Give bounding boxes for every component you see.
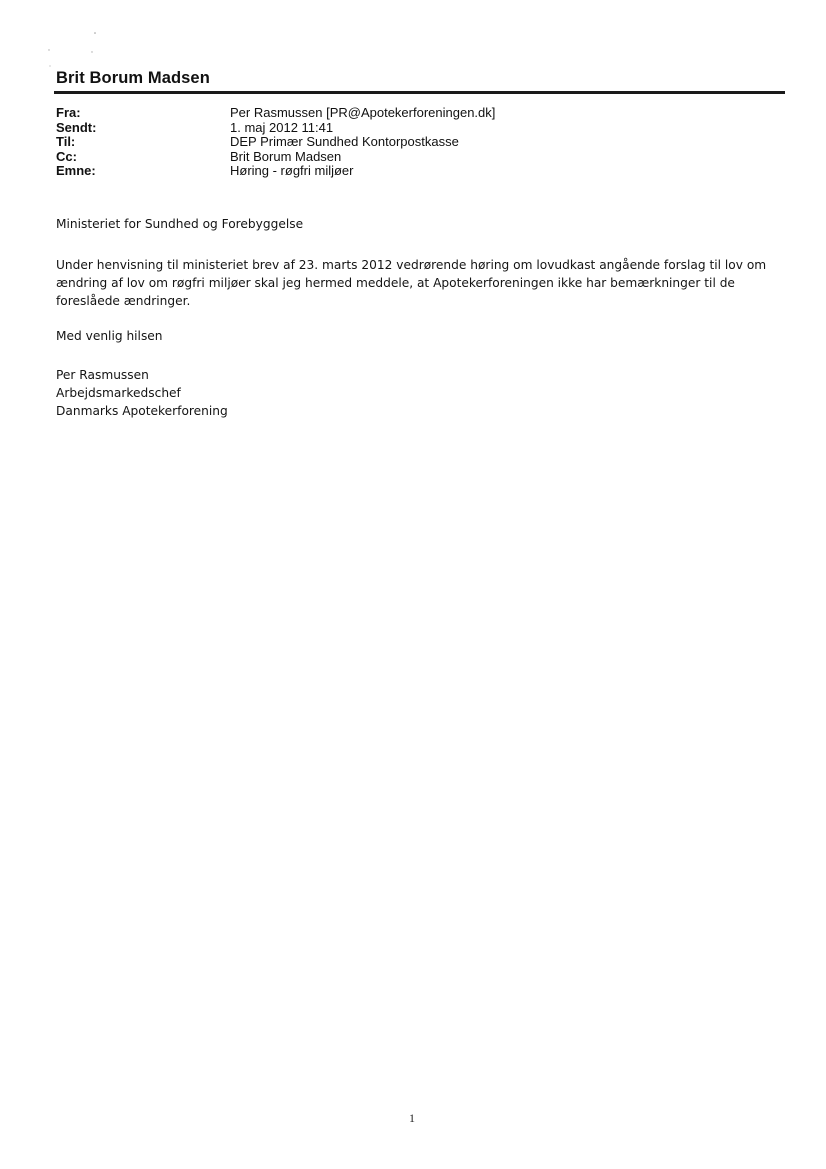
letter-body-paragraph: Under henvisning til ministeriet brev af 23. marts 2012 vedrørende høring om lovudkast angående forslag til lov om ændring af lov om røgfri miljøer skal jeg hermed meddele, at Apotekerforeningen ikke har bemærkninger til de foreslåede ændringer. xyxy=(56,258,767,308)
letter-closing: Med venlig hilsen xyxy=(56,329,163,343)
signature-title: Arbejdsmarkedschef xyxy=(56,386,181,400)
header-label-cc: Cc: xyxy=(56,148,77,164)
header-row-to xyxy=(56,135,776,150)
header-row-subject xyxy=(56,164,776,179)
header-label-sent: Sendt: xyxy=(56,119,97,135)
header-value-subject: Høring - røgfri miljøer xyxy=(230,163,354,178)
email-header-sender: Brit Borum Madsen xyxy=(56,69,210,87)
header-value-cc: Brit Borum Madsen xyxy=(230,148,342,164)
header-row-cc xyxy=(56,150,776,165)
signature-name: Per Rasmussen xyxy=(56,368,149,382)
header-value-to: DEP Primær Sundhed Kontorpostkasse xyxy=(230,134,459,149)
header-value-sent: 1. maj 2012 11:41 xyxy=(230,119,334,135)
signature-organization: Danmarks Apotekerforening xyxy=(56,404,228,418)
header-label-subject: Emne: xyxy=(56,163,96,178)
email-header-fields xyxy=(56,106,776,179)
header-row-from xyxy=(56,106,776,121)
letter-addressee: Ministeriet for Sundhed og Forebyggelse xyxy=(56,217,304,231)
letter-signature xyxy=(56,366,786,420)
header-divider xyxy=(54,91,785,94)
header-label-from: Fra: xyxy=(56,105,81,120)
header-label-to: Til: xyxy=(56,134,76,149)
header-value-from: Per Rasmussen [PR@Apotekerforeningen.dk] xyxy=(230,105,496,120)
header-row-sent xyxy=(56,121,776,136)
page-number: 1 xyxy=(409,1111,415,1125)
